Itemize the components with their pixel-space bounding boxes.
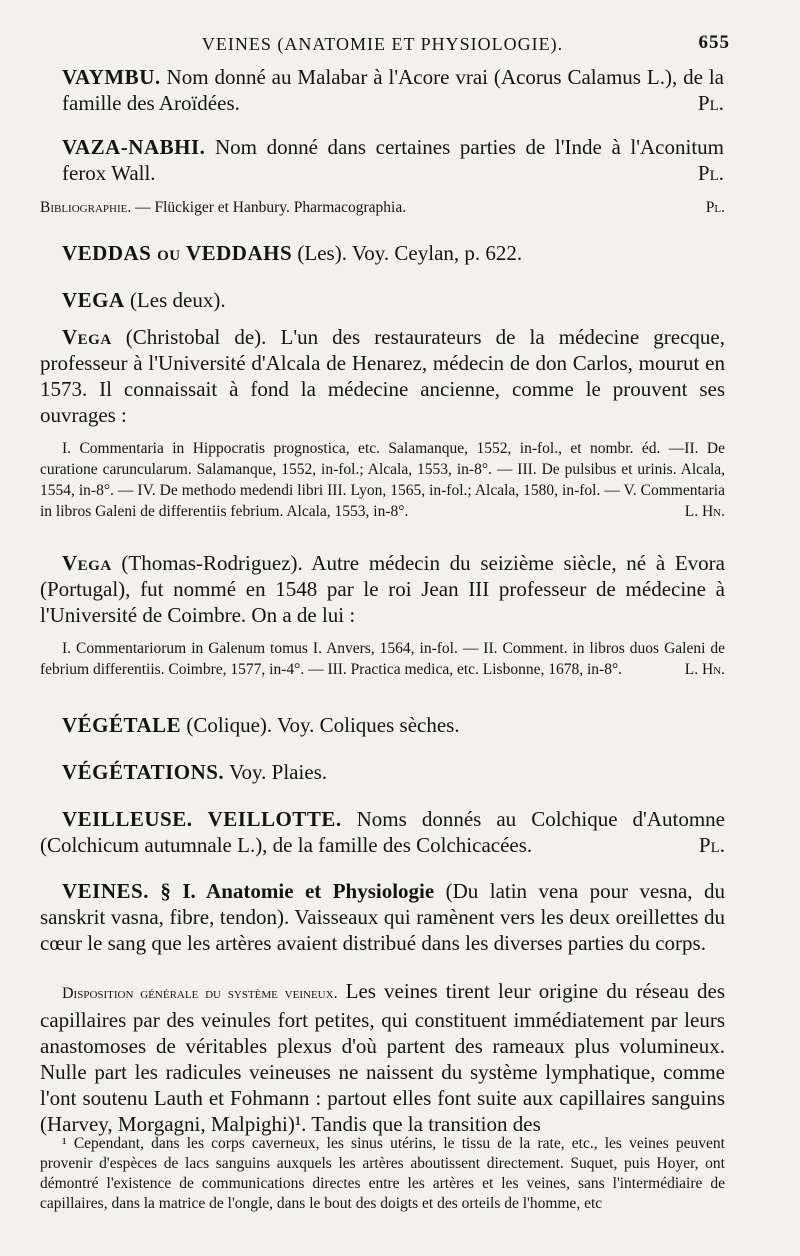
headword: VEGA [62,288,125,312]
entry-text: Noms donnés au Colchique d'Automne (Colchicum autumnale L.), de la famille des Colchicacées. [40,807,725,857]
biblio-label: Bibliographie. [40,199,132,216]
entry-vega-christobal [40,324,725,522]
section-disposition [40,978,725,1137]
footnote [40,1134,725,1214]
entry-vaza-nabhi [62,134,724,186]
entry-text: Nom donné dans certaines parties de l'Inde à l'Aconitum ferox Wall. [62,135,725,185]
works-list: I. Commentaria in Hippocratis prognostica, etc. Salamanque, 1552, in-fol., et nombr. éd. —II. De curatione caruncularum. Salamanque, 1552, in-fol.; Alcala, 1553, in-8°. — III. De pulsibus et urinis. Alcala, 1554, in-8°. — IV. De methodo medendi libri III. Lyon, 1565, in-fol.; Alcala, 1580, in-fol. — V. Commentaria in libros Galeni de differentiis febrium. Alcala, 1553, in-8°. [40,440,725,520]
entry-vega [62,287,724,313]
page-number: 655 [698,32,730,53]
bibliography [40,197,725,218]
entry-veddas [62,240,724,266]
section-label: Disposition générale du système veineux. [62,985,338,1002]
entry-text: (Les). Voy. Ceylan, p. 622. [297,241,523,265]
works-list: I. Commentariorum in Galenum tomus I. Anvers, 1564, in-fol. — II. Comment. in libros duos Galeni de febrium differentiis. Coimbre, 1577, in-4°. — III. Practica medica, etc. Lisbonne, 1678, in-8°. [40,640,725,678]
entry-veilleuse [40,806,725,858]
headword: VEINES. [62,879,149,903]
biblio-text: — Flückiger et Hanbury. Pharmacographia. [135,199,407,216]
signature: L. Hn. [684,661,725,678]
entry-text: (Les deux). [129,288,226,312]
headword: VEDDAS ou VEDDAHS [62,241,293,265]
entry-text: (Du latin vena pour vesna, du sanskrit vasna, fibre, tendon). Vaisseaux qui ramènent vers les deux oreillettes du cœur le sang que les artères avaient distribué dans les diverses parties du corps. [40,879,725,955]
headword: Vega [62,551,112,575]
signature: Pl. [697,91,724,115]
entry-vega-thomas [40,550,725,680]
headword: VEILLEUSE. VEILLOTTE. [62,807,342,831]
page [40,30,730,60]
signature: L. Hn. [684,503,725,520]
entry-text: (Thomas-Rodriguez). Autre médecin du seizième siècle, né à Evora (Portugal), fut nommé en 1548 par le roi Jean III professeur de médecine à l'Université de Coimbre. On a de lui : [40,551,726,627]
running-header [40,30,730,60]
entry-text: Nom donné au Malabar à l'Acore vrai (Acorus Calamus L.), de la famille des Aroïdées. [62,65,724,115]
entry-vegetale [62,712,724,738]
footnote-text: ¹ Cependant, dans les corps caverneux, les sinus utérins, le tissu de la rate, etc., les veines peuvent provenir d'espèces de lacs sanguins auxquels les artères aboutissent directement. Suquet, puis Hoyer, ont démontré l'existence de communications directes entre les artères et les veines, sans l'intermédiaire de capillaires, dans la matrice de l'ongle, dans le bout des doigts et des orteils de l'homme, etc [40,1135,725,1212]
running-title: VEINES (ANATOMIE ET PHYSIOLOGIE). [201,34,564,54]
headword: Vega [62,325,112,349]
entry-text: (Colique). Voy. Coliques sèches. [186,713,460,737]
entry-text: (Christobal de). L'un des restaurateurs de la médecine grecque, professeur à l'Université d'Alcala de Henarez, médecin de don Carlos, mourut en 1573. Il connaissait à fond la médecine ancienne, comme le prouvent ses ouvrages : [40,325,726,427]
section-text: Les veines tirent leur origine du réseau des capillaires par des veinules fort petites, qui constituent immédiatement par leurs anastomoses de véritables plexus d'où partent des rameaux plus volumineux. Nulle part les radicules veineuses ne naissent du système lymphatique, comme l'ont soutenu Lauth et Fohmann : partout elles font suite aux capillaires sanguins (Harvey, Morgagni, Malpighi)¹. Tandis que la transition des [40,979,725,1136]
section-title: § I. Anatomie et Physiologie [160,879,435,903]
headword: VÉGÉTALE [62,713,182,737]
entry-veines [40,878,725,956]
signature: Pl. [698,833,725,857]
entry-text: Voy. Plaies. [229,760,328,784]
signature: Pl. [705,199,725,216]
entry-vaymbu [62,64,724,116]
entry-vegetations [62,759,724,785]
headword: VAYMBU. [62,65,161,89]
headword: VÉGÉTATIONS. [62,760,225,784]
headword: VAZA-NABHI. [62,135,206,159]
signature: Pl. [697,161,724,185]
